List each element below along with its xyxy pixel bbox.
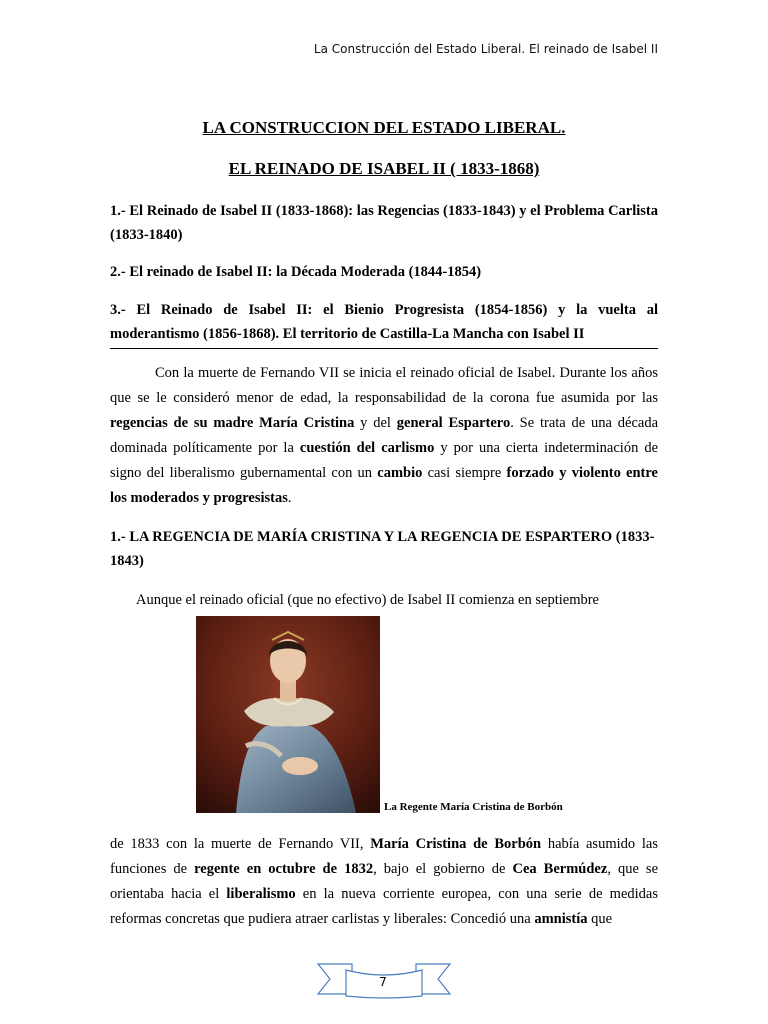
page-number: 7 — [379, 975, 387, 989]
running-header: La Construcción del Estado Liberal. El reinado de Isabel II — [313, 42, 658, 56]
document-title: LA CONSTRUCCION DEL ESTADO LIBERAL. — [202, 118, 566, 137]
portrait-image — [196, 616, 380, 813]
section-1-heading: 1.- LA REGENCIA DE MARÍA CRISTINA Y LA REGENCIA DE ESPARTERO (1833-1843) — [110, 529, 655, 569]
intro-paragraph: Con la muerte de Fernando VII se inicia el reinado oficial de Isabel. Durante los años que se le consideró menor de edad, la responsabilidad de la corona fue asumida por las regencias de su madre María Cristina y del general Espartero. Se trata de una década dominada políticamente por la cuestión del carlismo y por una cierta indeterminación de signo del liberalismo gubernamental con un cambio casi siempre forzado y violento entre los moderados y progresistas. — [110, 365, 659, 506]
toc-item-3: 3.- El Reinado de Isabel II: el Bienio Progresista (1854-1856) y la vuelta al moderantismo (1856-1868). El territorio de Castilla-La Mancha con Isabel II — [110, 298, 658, 349]
toc-item-2: 2.- El reinado de Isabel II: la Década Moderada (1844-1854) — [110, 264, 482, 280]
section-1-paragraph: de 1833 con la muerte de Fernando VII, María Cristina de Borbón había asumido las funciones de regente en octubre de 1832, bajo el gobierno de Cea Bermúdez, que se orientaba hacia el liberalismo en la nueva corriente europea, con una serie de medidas reformas concretas que pudiera atraer carlistas y liberales: Concedió una amnistía que — [110, 836, 659, 927]
toc-item-1: 1.- El Reinado de Isabel II (1833-1868): las Regencias (1833-1843) y el Problema Carlista (1833-1840) — [110, 203, 658, 243]
document-subtitle: EL REINADO DE ISABEL II ( 1833-1868) — [228, 159, 540, 178]
section-1-lead: Aunque el reinado oficial (que no efectivo) de Isabel II comienza en septiembre — [136, 592, 599, 608]
portrait-caption: La Regente María Cristina de Borbón — [384, 801, 563, 813]
